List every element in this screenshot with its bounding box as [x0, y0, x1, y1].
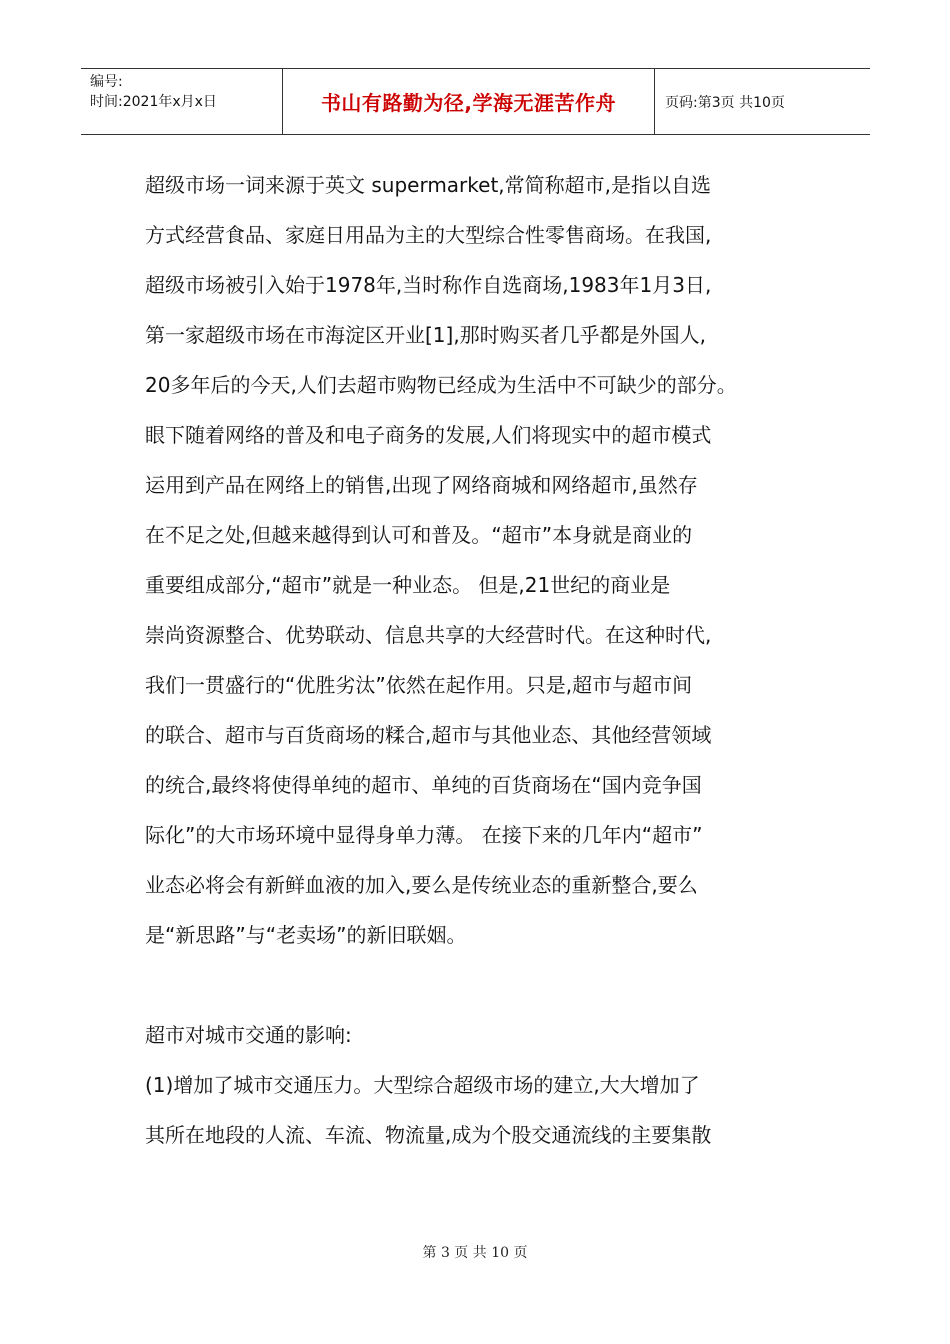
document-time-label: 时间:2021年x月x日: [90, 94, 217, 110]
text-line: 眼下随着网络的普及和电子商务的发展,人们将现实中的超市模式: [145, 423, 712, 447]
text-line: 际化”的大市场环境中显得身单力薄。 在接下来的几年内“超市”: [145, 823, 703, 847]
text-line: 是“新思路”与“老卖场”的新旧联姻。: [145, 923, 467, 947]
text-line: 超级市场一词来源于英文 supermarket,常简称超市,是指以自选: [145, 173, 712, 197]
section-heading: 超市对城市交通的影响:: [145, 1023, 352, 1047]
text-line: 在不足之处,但越来越得到认可和普及。“超市”本身就是商业的: [145, 523, 693, 547]
text-line: 的统合,最终将使得单纯的超市、单纯的百货商场在“国内竞争国: [145, 773, 702, 797]
paragraph-spacer: [145, 960, 825, 1010]
text-line: 重要组成部分,“超市”就是一种业态。 但是,21世纪的商业是: [145, 573, 671, 597]
document-body: [145, 160, 825, 1160]
header-motto: 书山有路勤为径,学海无涯苦作舟: [283, 69, 655, 134]
document-number-label: 编号:: [90, 74, 123, 90]
text-line: 超级市场被引入始于1978年,当时称作自选商场,1983年1月3日,: [145, 273, 712, 297]
text-line: 运用到产品在网络上的销售,出现了网络商城和网络超市,虽然存: [145, 473, 698, 497]
page-footer: 第 3 页 共 10 页: [422, 1245, 528, 1261]
text-line: 我们一贯盛行的“优胜劣汰”依然在起作用。只是,超市与超市间: [145, 673, 693, 697]
page-header: [81, 68, 870, 135]
text-line: 其所在地段的人流、车流、物流量,成为个股交通流线的主要集散: [145, 1123, 712, 1147]
text-line: 业态必将会有新鲜血液的加入,要么是传统业态的重新整合,要么: [145, 873, 698, 897]
paragraph-supermarket-intro: [145, 160, 825, 960]
text-line: (1)增加了城市交通压力。大型综合超级市场的建立,大大增加了: [145, 1073, 700, 1097]
text-line: 方式经营食品、家庭日用品为主的大型综合性零售商场。在我国,: [145, 223, 712, 247]
text-line: 20多年后的今天,人们去超市购物已经成为生活中不可缺少的部分。: [145, 373, 737, 397]
header-meta: [81, 69, 283, 134]
header-page-info: 页码:第3页 共10页: [665, 94, 785, 111]
text-line: 第一家超级市场在市海淀区开业[1],那时购买者几乎都是外国人,: [145, 323, 707, 347]
section-traffic-impact: [145, 1010, 825, 1160]
text-line: 崇尚资源整合、优势联动、信息共享的大经营时代。在这种时代,: [145, 623, 712, 647]
text-line: 的联合、超市与百货商场的糅合,超市与其他业态、其他经营领域: [145, 723, 712, 747]
